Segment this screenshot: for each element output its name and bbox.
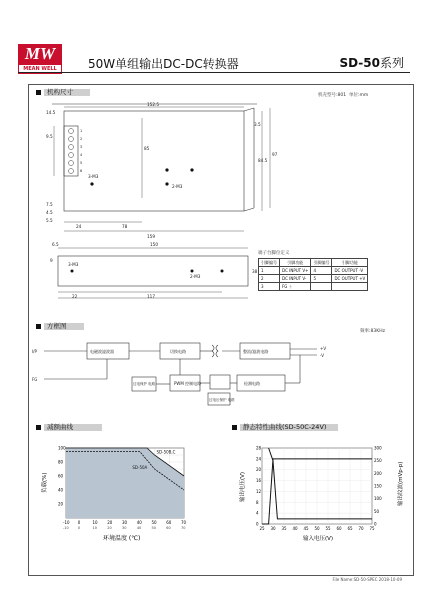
dim-2-m3: 2-M3 xyxy=(172,184,183,189)
y2-tick-label: 300 xyxy=(374,445,382,451)
dim-side-2-m3: 2-M3 xyxy=(190,274,201,279)
table-header: 引脚功能 xyxy=(332,259,368,267)
y-tick-label: 16 xyxy=(256,478,262,484)
y-tick-label: 20 xyxy=(256,467,262,473)
overvolt-label: 过电压保护 电路 xyxy=(209,398,235,402)
section-derating-label: 减额曲线 xyxy=(44,424,102,431)
table-row xyxy=(259,259,368,267)
table-cell: 2 xyxy=(259,275,280,283)
x-axis-label: 输入电压(V) xyxy=(303,536,334,542)
derating-chart xyxy=(36,440,216,558)
legend-entry: SD-50B,C xyxy=(156,449,176,455)
top-view-outline xyxy=(64,111,244,211)
legend-entry: SD-50A xyxy=(132,465,148,470)
y-tick-label: 24 xyxy=(256,456,262,462)
bullet-square-icon xyxy=(232,425,237,430)
pin-1-label: 1 xyxy=(80,129,83,133)
x-tick-label: 35 xyxy=(281,526,287,531)
table-row xyxy=(259,283,368,291)
dim-159: 159 xyxy=(147,234,155,239)
y-tick-label: 4 xyxy=(256,510,259,516)
dim-side-150: 150 xyxy=(150,242,158,247)
x-tick-label: 10 xyxy=(92,520,98,525)
y-tick-label: 80 xyxy=(58,459,64,465)
y-axis-label: 输出电压(V) xyxy=(240,471,246,502)
table-row xyxy=(259,275,368,283)
switching-frequency: 频率:83KHz xyxy=(360,329,385,334)
logo-subtext: MEAN WELL xyxy=(18,64,62,74)
dim-24: 24 xyxy=(76,224,82,229)
y2-tick-label: 150 xyxy=(374,483,382,489)
detect-label: 检测电路 xyxy=(244,381,260,386)
x-tick-label-alt: 40 xyxy=(136,526,142,530)
document-title: 50W单组输出DC-DC转换器 xyxy=(88,57,239,71)
dim-side-3-m3: 3-M3 xyxy=(68,262,79,267)
pin-3-label: 3 xyxy=(80,145,83,149)
x-tick-label: -10 xyxy=(63,520,70,525)
table-cell: FG ⏚ xyxy=(280,283,311,291)
filter-label: 电磁波滤波器 xyxy=(90,349,114,354)
dim-78: 78 xyxy=(122,224,128,229)
table-cell: 4 xyxy=(311,267,332,275)
dim-side-38: 38 xyxy=(252,269,258,274)
x-tick-label: 75 xyxy=(369,526,375,531)
bullet-square-icon xyxy=(36,324,41,329)
table-cell: 3 xyxy=(259,283,280,291)
table-cell: DC OUTPUT +V xyxy=(332,275,368,283)
x-tick-label: 70 xyxy=(181,520,187,525)
dim-4-5: 4.5 xyxy=(46,210,53,215)
table-row xyxy=(259,267,368,275)
side-view-outline xyxy=(58,256,248,286)
y-tick-label: 60 xyxy=(58,473,64,479)
y-tick-label: 100 xyxy=(58,445,66,451)
dim-side-9: 9 xyxy=(50,258,53,263)
dim-85: 85 xyxy=(144,146,150,151)
bullet-square-icon xyxy=(36,90,41,95)
y2-tick-label: 100 xyxy=(374,496,382,502)
pin-definition-table xyxy=(258,258,368,291)
block-diagram xyxy=(32,335,412,415)
table-header: 引脚功能 xyxy=(280,259,311,267)
bullet-square-icon xyxy=(36,425,41,430)
y2-tick-label: 250 xyxy=(374,458,382,464)
static-chart xyxy=(232,440,408,558)
y2-axis-label: 输出纹波(mVp-p) xyxy=(398,461,404,506)
x-axis-label: 环境温度 (℃) xyxy=(103,535,141,542)
section-derating-heading xyxy=(36,424,102,431)
vminus-label: -V xyxy=(320,353,324,358)
pin-5-label: 5 xyxy=(80,161,83,165)
section-block-heading xyxy=(36,323,84,330)
table-header: 引脚编号 xyxy=(311,259,332,267)
table-cell: 5 xyxy=(311,275,332,283)
x-tick-label: 0 xyxy=(77,520,81,525)
y2-tick-label: 0 xyxy=(374,521,377,527)
dim-97: 97 xyxy=(272,152,278,157)
x-tick-label: 30 xyxy=(270,526,276,531)
x-tick-label: 55 xyxy=(325,526,331,531)
x-tick-label-alt: 20 xyxy=(107,526,112,530)
dim-side-6-5: 6.5 xyxy=(52,242,59,247)
table-header: 引脚编号 xyxy=(259,259,280,267)
dim-5-5: 5.5 xyxy=(46,218,53,223)
dim-14-5: 14.5 xyxy=(46,110,56,115)
dim-3-m3: 3-M3 xyxy=(88,174,99,179)
dim-84-5: 84.5 xyxy=(258,158,268,163)
x-tick-label: 60 xyxy=(336,526,342,531)
pin-6-label: 6 xyxy=(80,169,83,173)
y-tick-label: 28 xyxy=(256,445,262,451)
x-tick-label-alt: 30 xyxy=(122,526,127,530)
x-tick-label-alt: -10 xyxy=(63,526,69,530)
y-tick-label: 12 xyxy=(256,488,262,494)
ovp-label: 过电保护 电路 xyxy=(133,382,156,386)
transformer-icon xyxy=(212,345,214,357)
section-block-label: 方框图 xyxy=(44,323,84,330)
pin-table-title: 端子台脚位定义 xyxy=(258,251,290,256)
x-tick-label: 50 xyxy=(314,526,320,531)
vplus-label: +V xyxy=(320,346,327,351)
y2-tick-label: 50 xyxy=(374,508,380,514)
file-footer: File Name:SD-50-SPEC 2018-10-09 xyxy=(332,577,402,582)
dim-9-5: 9.5 xyxy=(46,134,53,139)
header-rule xyxy=(18,72,410,73)
x-tick-label-alt: 10 xyxy=(92,526,97,530)
section-mech-heading xyxy=(36,89,90,96)
table-cell: DC INPUT V+ xyxy=(280,267,311,275)
x-tick-label: 40 xyxy=(136,520,142,525)
dim-152-5: 152.5 xyxy=(147,102,159,107)
x-tick-label: 50 xyxy=(151,520,157,525)
x-tick-label-alt: 0 xyxy=(77,526,80,530)
y-tick-label: 8 xyxy=(256,499,259,505)
x-tick-label: 65 xyxy=(347,526,353,531)
x-tick-label-alt: 60 xyxy=(166,526,171,530)
x-tick-label-alt: 50 xyxy=(151,526,156,530)
x-tick-label: 40 xyxy=(292,526,298,531)
x-tick-label: 60 xyxy=(166,520,172,525)
case-note: 机壳型号:801 单位:mm xyxy=(318,93,369,98)
model-name: SD-50系列 xyxy=(339,56,404,70)
dim-3-5: 3.5 xyxy=(254,122,261,127)
table-cell xyxy=(332,283,368,291)
y-axis-label: 负载(%) xyxy=(42,472,48,493)
pin-4-label: 4 xyxy=(80,153,83,157)
ip-label: I/P xyxy=(32,349,37,354)
logo-text: MW xyxy=(24,44,56,63)
fg-label: FG xyxy=(32,377,38,382)
x-tick-label: 20 xyxy=(107,520,113,525)
pin-2-label: 2 xyxy=(80,137,83,141)
x-tick-label: 45 xyxy=(303,526,309,531)
table-cell xyxy=(311,283,332,291)
dim-side-22: 22 xyxy=(72,294,78,299)
x-tick-label: 70 xyxy=(358,526,364,531)
pwm-label: PWM 控制电路 xyxy=(174,381,202,386)
x-tick-label-alt: 70 xyxy=(181,526,186,530)
y-tick-label: 20 xyxy=(58,501,64,507)
switch-label: 切换电路 xyxy=(170,349,186,354)
table-cell: DC INPUT V- xyxy=(280,275,311,283)
table-cell: DC OUTPUT -V xyxy=(332,267,368,275)
table-cell: 1 xyxy=(259,267,280,275)
x-tick-label: 30 xyxy=(122,520,128,525)
y2-tick-label: 200 xyxy=(374,470,382,476)
y-tick-label: 40 xyxy=(58,487,64,493)
section-mech-label: 机构尺寸 xyxy=(44,89,90,96)
opto-block xyxy=(210,375,230,389)
y-tick-label: 0 xyxy=(256,521,259,527)
x-tick-label: 25 xyxy=(259,526,265,531)
section-static-label: 静态特性曲线(SD-50C-24V) xyxy=(240,424,338,431)
dim-side-117: 117 xyxy=(147,294,155,299)
section-static-heading xyxy=(232,424,338,431)
dim-7-5: 7.5 xyxy=(46,202,53,207)
rectifier-label: 整流/滤波电路 xyxy=(243,349,269,354)
